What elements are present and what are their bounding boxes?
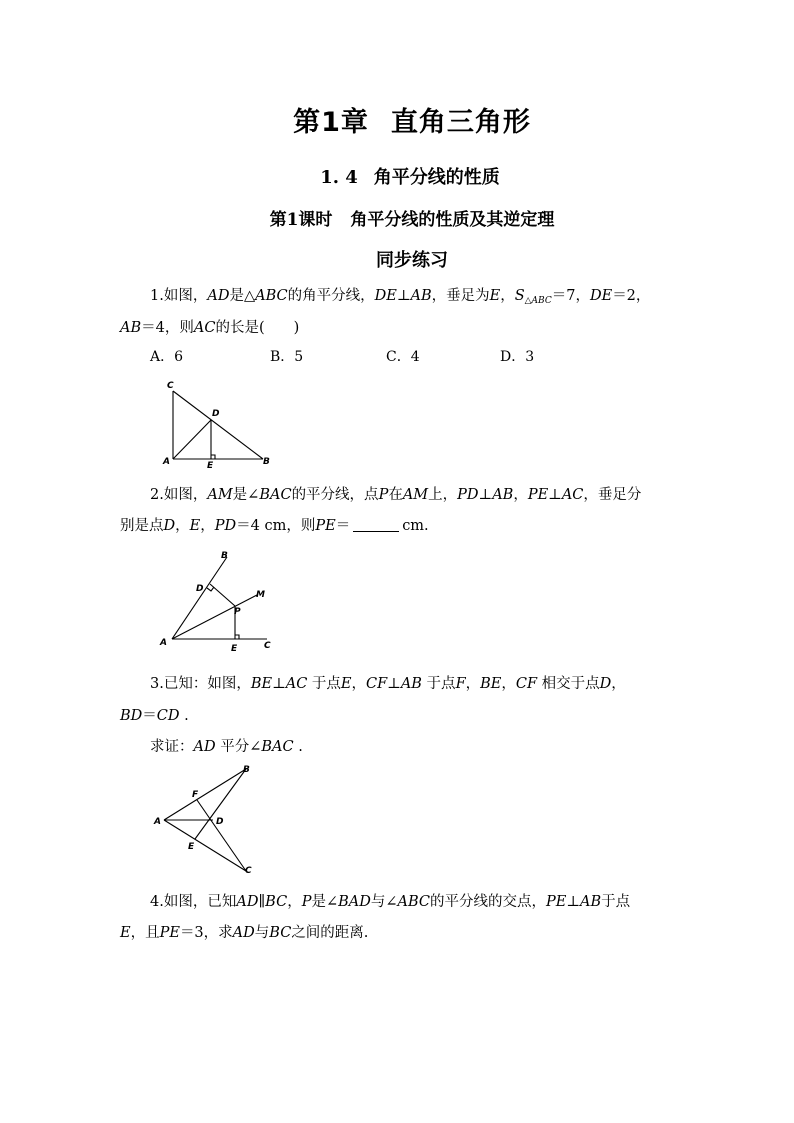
section-title: 1. 4 角平分线的性质 <box>320 167 500 188</box>
q2-line1: 2.如图，AM是∠BAC的平分线，点P在AM上，PD⊥AB，PE⊥AC，垂足分 <box>150 487 642 503</box>
q1-line1: 1.如图，AD是△ABC的角平分线，DE⊥AB，垂足为E，$S_{\triangle ABC}=7$，DE＝2， <box>150 288 651 306</box>
q3-label-f: F <box>192 790 199 800</box>
q1-label-b: B <box>263 457 270 467</box>
q3-prove-line: 求证：AD 平分∠BAC . <box>150 739 303 755</box>
q2-label-a: A <box>160 638 167 648</box>
q1-option-c: C．4 <box>386 349 420 365</box>
q1-label-e: E <box>207 461 214 471</box>
q3-label-a: A <box>154 817 161 827</box>
q1-label-c: C <box>167 381 174 391</box>
lesson-title: 第1课时 角平分线的性质及其逆定理 <box>269 210 555 230</box>
q1-figure <box>150 375 290 475</box>
q1-option-d: D．3 <box>500 349 535 365</box>
q2-label-m: M <box>256 590 265 600</box>
q2-right-angle-mark-e <box>235 635 239 639</box>
q2-ray-ab <box>172 557 227 639</box>
q3-side-ac <box>164 820 246 871</box>
q1-option-b: B．5 <box>270 349 304 365</box>
q3-segment-be <box>195 769 246 839</box>
q3-label-e: E <box>188 842 195 852</box>
q2-figure <box>150 545 290 655</box>
q1-side-cb <box>173 391 263 459</box>
q3-segment-cf <box>197 800 246 871</box>
q3-label-d: D <box>216 817 224 827</box>
q3-figure <box>150 760 270 880</box>
q1-label-d: D <box>212 409 220 419</box>
q1-right-angle-mark <box>211 455 215 459</box>
q4-line2: E，且PE＝3，求AD与BC之间的距离. <box>120 925 369 941</box>
q2-answer-blank[interactable] <box>353 517 399 532</box>
q2-right-angle-mark-d <box>207 587 214 591</box>
q2-label-e: E <box>231 644 238 654</box>
q4-line1: 4.如图，已知AD∥BC，P是∠BAD与∠ABC的平分线的交点，PE⊥AB于点 <box>150 894 631 910</box>
q2-line2: 别是点D，E，PD＝4 cm，则PE＝ cm. <box>120 518 429 534</box>
q3-line1: 3.已知：如图，BE⊥AC 于点E，CF⊥AB 于点F，BE，CF 相交于点D， <box>150 676 626 692</box>
q2-bisector-am <box>172 595 257 639</box>
exercise-heading: 同步练习 <box>376 250 448 271</box>
q3-line2: BD＝CD . <box>120 708 189 724</box>
q1-line2: AB＝4，则AC的长是( ) <box>120 320 300 336</box>
q2-label-c: C <box>264 641 271 651</box>
q1-segment-ad <box>173 420 211 459</box>
q2-label-p: P <box>234 607 241 617</box>
q3-label-c: C <box>245 866 252 876</box>
q1-label-a: A <box>163 457 170 467</box>
q2-label-d: D <box>196 584 204 594</box>
chapter-title: 第1章 直角三角形 <box>293 107 531 138</box>
q3-label-b: B <box>243 765 250 775</box>
q2-label-b: B <box>221 551 228 561</box>
q1-option-a: A．6 <box>150 349 184 365</box>
